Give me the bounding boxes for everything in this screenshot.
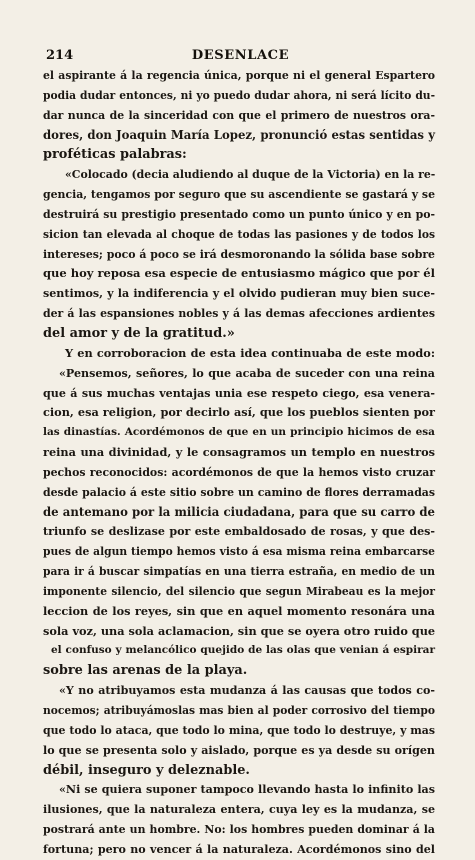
page-header [46,48,435,66]
text-line: que á sus muchas ventajas unia ese respeto ciego, esa venera- [43,386,435,400]
text-line: gencia, tengamos por seguro que su ascendiente se gastará y se [43,188,435,202]
text-line: el confuso y melancólico quejido de las olas que venian á espirar [51,644,435,657]
text-line: ilusiones, que la naturaleza entera, cuya ley es la mudanza, se [43,803,435,817]
text-line: nocemos; atribuyámoslas mas bien al poder corrosivo del tiempo [43,704,435,717]
text-line: para ir á buscar simpatías en una tierra estraña, en medio de un [43,565,435,579]
text-line: que todo lo ataca, que todo lo mina, que todo lo destruye, y mas [43,723,435,737]
text-line: dar nunca de la sinceridad con que el primero de nuestros ora- [43,108,435,122]
text-line: «Y no atribuyamos esta mudanza á las causas que todos co- [59,684,435,698]
text-line: destruirá su prestigio presentado como un punto único y en po- [43,207,435,221]
text-line: sentimos, y la indiferencia y el olvido pudieran muy bien suce- [43,287,435,301]
text-line: dores, don Joaquin María Lopez, pronunció estas sentidas y [43,127,435,142]
text-line: intereses; poco á poco se irá desmoronando la sólida base sobre [43,247,435,261]
text-line: fortuna; pero no vencer á la naturaleza. Acordémonos sino del [43,842,435,856]
text-line: de antemano por la milicia ciudadana, para que su carro de [43,504,435,519]
text-line: que hoy reposa esa especie de entusiasmo mágico que por él [43,266,435,281]
page-number: 214 [46,48,74,63]
text-line: «Colocado (decia aludiendo al duque de la Victoria) en la re- [65,168,436,182]
text-line: triunfo se deslizase por este embaldosado de rosas, y que des- [43,525,435,539]
text-line: «Pensemos, señores, lo que acaba de suceder con una reina [59,366,435,380]
running-head: DESENLACE [191,48,290,63]
text-line: imponente silencio, del silencio que segun Mirabeau es la mejor [43,584,435,598]
text-line: sola voz, una sola aclamacion, sin que se oyera otro ruido que [43,623,436,638]
text-line: desde palacio á este sitio sobre un camino de flores derramadas [43,485,435,499]
text-line: el aspirante á la regencia única, porque ni el general Espartero [43,69,435,82]
text-line: del amor y de la gratitud.» [43,325,235,341]
text-line: pues de algun tiempo hemos visto á esa misma reina embarcarse [43,545,435,559]
text-line: der á las espansiones nobles y á las demas afecciones ardientes [43,307,435,321]
text-line: lo que se presenta solo y aislado, porque es ya desde su orígen [43,743,435,757]
text-line: Y en corroboracion de esta idea continuaba de este modo: [65,345,435,360]
text-line: sobre las arenas de la playa. [43,663,248,679]
body-text [43,66,435,860]
text-line: débil, inseguro y deleznable. [43,762,250,778]
text-line: reina una divinidad, y le consagramos un templo en nuestros [43,445,435,460]
text-line: sicion tan elevada al choque de todas las pasiones y de todos los [43,227,435,241]
text-line: leccion de los reyes, sin que en aquel momento resonára una [43,603,435,618]
text-line: postrará ante un hombre. No: los hombres pueden dominar á la [43,823,435,837]
text-line: las dinastías. Acordémonos de que en un principio hicimos de esa [43,426,435,439]
text-line: pechos reconocidos: acordémonos de que la hemos visto cruzar [43,465,435,479]
text-line: podia dudar entonces, ni yo puedo dudar ahora, ni será lícito du- [43,88,435,102]
text-line: cion, esa religion, por decirlo así, que los pueblos sienten por [43,405,435,420]
text-line: proféticas palabras: [43,147,187,163]
text-line: «Ni se quiera suponer tampoco llevando hasta lo infinito las [59,783,435,797]
